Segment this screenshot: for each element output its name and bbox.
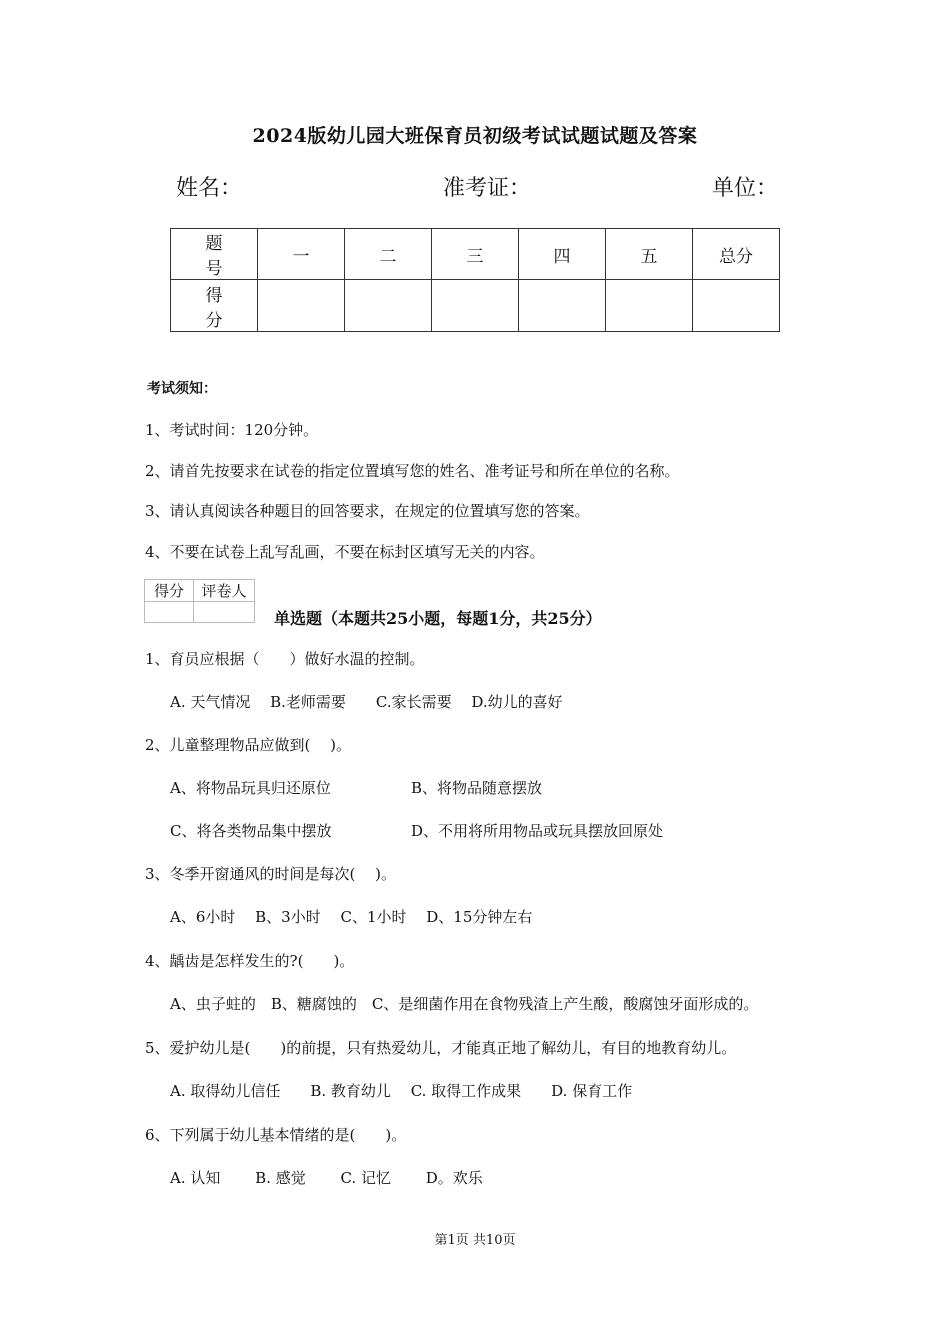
question-number-label: 题号 — [171, 229, 258, 280]
score-table — [170, 228, 780, 332]
score-cell-1[interactable] — [258, 280, 345, 332]
question-option: D、不用将所用物品或玩具摆放回原处 — [411, 822, 664, 840]
score-table-header-row — [171, 229, 780, 280]
exam-number-field-label: 准考证： — [443, 176, 532, 201]
grader-name-cell[interactable] — [194, 602, 255, 623]
page-title: 2024版幼儿园大班保育员初级考试试题试题及答案 — [252, 125, 698, 147]
question-option: B、将物品随意摆放 — [411, 779, 543, 797]
question-options: A. 认知 B. 感觉 C. 记忆 D。欢乐 — [170, 1169, 483, 1187]
score-cell-4[interactable] — [519, 280, 606, 332]
score-table-score-row — [171, 280, 780, 332]
score-column-1: 一 — [258, 229, 345, 280]
notice-item: 2、请首先按要求在试卷的指定位置填写您的姓名、准考证号和所在单位的名称。 — [145, 462, 680, 480]
question-options: A、虫子蛀的 B、糖腐蚀的 C、是细菌作用在食物残渣上产生酸，酸腐蚀牙面形成的。 — [170, 995, 759, 1013]
grader-name-label: 评卷人 — [194, 580, 255, 602]
score-cell-total[interactable] — [693, 280, 780, 332]
notice-item: 1、考试时间：120分钟。 — [145, 421, 319, 439]
question-stem: 5、爱护幼儿是( )的前提，只有热爱幼儿，才能真正地了解幼儿，有目的地教育幼儿。 — [145, 1039, 737, 1057]
unit-field-label: 单位： — [712, 176, 779, 201]
name-field-label: 姓名： — [176, 176, 243, 201]
grader-score-label: 得分 — [145, 580, 194, 602]
notice-item: 3、请认真阅读各种题目的回答要求，在规定的位置填写您的答案。 — [145, 502, 590, 520]
question-stem: 1、育员应根据（ ）做好水温的控制。 — [145, 650, 425, 668]
question-option: C、将各类物品集中摆放 — [170, 822, 332, 840]
score-column-5: 五 — [606, 229, 693, 280]
score-cell-3[interactable] — [432, 280, 519, 332]
score-column-3: 三 — [432, 229, 519, 280]
question-options: A. 取得幼儿信任 B. 教育幼儿 C. 取得工作成果 D. 保育工作 — [170, 1082, 633, 1100]
score-row-label: 得分 — [171, 280, 258, 332]
question-options: A、6小时 B、3小时 C、1小时 D、15分钟左右 — [170, 908, 533, 926]
grader-box — [144, 579, 255, 623]
question-stem: 4、龋齿是怎样发生的?( )。 — [145, 952, 355, 970]
section-title: 单选题（本题共25小题，每题1分，共25分） — [274, 609, 602, 628]
notice-item: 4、不要在试卷上乱写乱画，不要在标封区填写无关的内容。 — [145, 543, 545, 561]
question-stem: 2、儿童整理物品应做到( )。 — [145, 736, 352, 754]
question-stem: 3、冬季开窗通风的时间是每次( )。 — [145, 865, 397, 883]
page-footer: 第1页 共10页 — [434, 1233, 516, 1248]
score-column-4: 四 — [519, 229, 606, 280]
question-option: A、将物品玩具归还原位 — [170, 779, 331, 797]
question-options: A. 天气情况 B.老师需要 C.家长需要 D.幼儿的喜好 — [170, 693, 563, 711]
notice-heading: 考试须知： — [147, 381, 217, 397]
score-cell-2[interactable] — [345, 280, 432, 332]
score-cell-5[interactable] — [606, 280, 693, 332]
grader-score-cell[interactable] — [145, 602, 194, 623]
score-column-total: 总分 — [693, 229, 780, 280]
question-stem: 6、下列属于幼儿基本情绪的是( )。 — [145, 1126, 407, 1144]
score-column-2: 二 — [345, 229, 432, 280]
